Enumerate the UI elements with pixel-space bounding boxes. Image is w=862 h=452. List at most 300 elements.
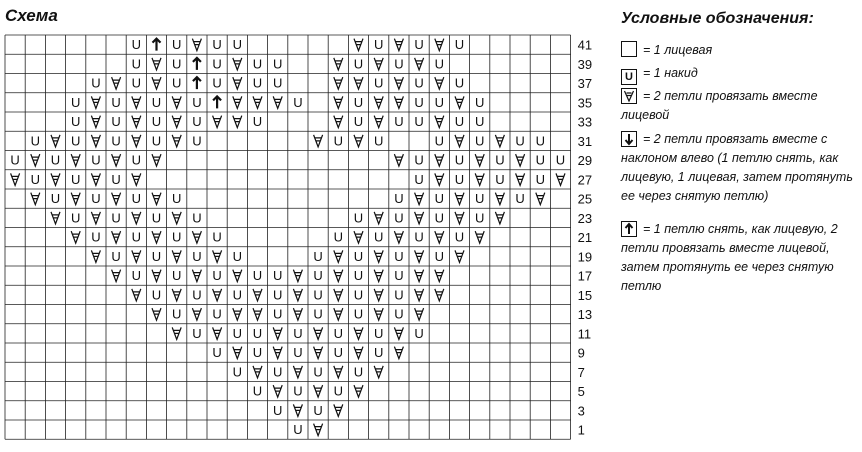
yarn-over-symbol: U [414,229,424,245]
k2tog-symbol [293,308,302,320]
k2tog-symbol [273,327,282,339]
k2tog-symbol [556,173,565,185]
row-number: 25 [577,191,593,207]
yarn-over-symbol: U [151,114,162,130]
yarn-over-symbol: U [111,133,121,149]
yarn-over-symbol: U [71,210,81,226]
yarn-over-symbol: U [475,94,485,110]
k2tog-symbol [374,366,383,378]
yarn-over-symbol: U [394,191,404,207]
k2tog-symbol [152,231,161,243]
yarn-over-symbol: U [454,114,465,130]
yarn-over-symbol: U [212,306,222,322]
k2tog-symbol [152,193,161,205]
yarn-over-symbol: U [172,306,182,322]
yarn-over-symbol: U [131,75,141,91]
yarn-over-symbol: U [192,94,202,110]
yarn-over-symbol: U [50,152,61,168]
k2tog-symbol [233,347,242,359]
yarn-over-symbol: U [91,229,101,245]
yarn-over-symbol: U [131,229,141,245]
yarn-over-symbol: U [353,94,364,110]
yarn-over-symbol: U [313,364,323,380]
k2tog-symbol [415,193,424,205]
yarn-over-symbol: U [212,268,222,284]
yarn-over-symbol: U [111,171,121,187]
yarn-over-symbol: U [252,383,263,399]
yarn-over-symbol: U [172,56,182,72]
k2tog-symbol [435,173,444,185]
yarn-over-symbol: U [131,152,141,168]
yarn-over-symbol: U [374,75,384,91]
k2tog-symbol [233,116,242,128]
k2tog-symbol [455,212,464,224]
k2tog-symbol [334,404,343,416]
yarn-over-symbol: U [252,56,263,72]
yarn-over-symbol: U [91,152,101,168]
yarn-over-symbol: U [313,268,323,284]
k2tog-symbol [334,289,343,301]
k2tog-symbol [354,231,363,243]
k2tog-symbol [334,58,343,70]
k2tog-symbol [314,347,323,359]
k2tog-symbol [516,173,525,185]
k2tog-symbol [233,58,242,70]
k2tog-symbol [31,154,40,166]
k2tog-symbol [253,96,262,108]
yarn-over-symbol: U [232,364,242,380]
yarn-over-symbol: U [434,210,444,226]
sk2p-symbol [213,96,221,108]
k2tog-icon [621,88,637,104]
yarn-over-symbol: U [232,248,242,264]
yarn-over-symbol: U [212,345,222,361]
k2tog-symbol [415,58,424,70]
legend-title: Условные обозначения: [621,10,814,27]
yarn-over-symbol: U [252,268,263,284]
k2tog-symbol [334,308,343,320]
yarn-over-symbol: U [71,114,81,130]
yarn-over-symbol: U [151,94,162,110]
k2tog-symbol [213,327,222,339]
yarn-over-symbol: U [212,229,222,245]
k2tog-symbol [293,289,302,301]
yarn-over-symbol: U [192,133,202,149]
yarn-over-symbol: U [454,75,465,91]
yarn-over-symbol: U [333,345,343,361]
k2tog-symbol [51,135,60,147]
k2tog-symbol [314,135,323,147]
yarn-over-symbol: U [10,152,20,168]
k2tog-symbol [192,270,201,282]
legend-item-knit [621,41,857,60]
k2tog-symbol [394,327,403,339]
row-number: 29 [577,153,593,169]
k2tog-symbol [132,250,141,262]
k2tog-symbol [354,385,363,397]
sk2p-symbol [153,39,161,51]
k2tog-symbol [354,327,363,339]
legend-text: = 2 петли провязать вместе лицевой [621,89,818,122]
yarn-over-symbol: U [434,94,444,110]
yarn-over-symbol: U [394,56,404,72]
yarn-over-symbol: U [192,210,202,226]
k2tog-symbol [91,250,100,262]
k2tog-symbol [415,308,424,320]
yarn-over-symbol: U [151,287,162,303]
yarn-over-symbol: U [151,248,162,264]
yarn-over-symbol: U [414,325,424,341]
k2tog-symbol [334,366,343,378]
yarn-over-symbol: U [535,152,545,168]
k2tog-symbol [112,270,121,282]
k2tog-symbol [112,193,121,205]
k2tog-symbol [273,385,282,397]
k2tog-symbol [112,77,121,89]
yarn-over-icon: U [621,69,637,85]
row-number: 41 [577,37,593,53]
row-number: 5 [577,384,585,400]
yarn-over-symbol: U [313,306,323,322]
yarn-over-symbol: U [394,287,404,303]
row-number: 1 [577,422,585,438]
yarn-over-symbol: U [535,133,545,149]
yarn-over-symbol: U [353,287,364,303]
legend-text: = 1 накид [643,66,698,80]
yarn-over-symbol: U [172,191,182,207]
yarn-over-symbol: U [434,191,444,207]
k2tog-symbol [253,308,262,320]
k2tog-symbol [394,96,403,108]
yarn-over-symbol: U [273,75,283,91]
yarn-over-symbol: U [313,248,323,264]
row-number: 23 [577,210,593,226]
row-number: 37 [577,76,593,92]
k2tog-symbol [516,154,525,166]
k2tog-symbol [172,250,181,262]
sk2p-symbol [193,58,201,70]
k2tog-symbol [91,116,100,128]
k2tog-symbol [354,347,363,359]
yarn-over-symbol: U [111,210,121,226]
k2tog-symbol [374,96,383,108]
row-number: 21 [577,230,593,246]
k2tog-symbol [435,270,444,282]
k2tog-symbol [152,308,161,320]
yarn-over-symbol: U [172,75,182,91]
k2tog-symbol [415,250,424,262]
k2tog-symbol [132,289,141,301]
yarn-over-symbol: U [535,171,545,187]
k2tog-symbol [334,77,343,89]
k2tog-symbol [354,77,363,89]
k2tog-symbol [455,135,464,147]
yarn-over-symbol: U [374,133,384,149]
k2tog-symbol [293,270,302,282]
k2tog-symbol [495,212,504,224]
k2tog-symbol [394,154,403,166]
k2tog-symbol [374,270,383,282]
yarn-over-symbol: U [252,325,263,341]
yarn-over-symbol: U [394,268,404,284]
legend-text: = 1 лицевая [643,43,713,57]
k2tog-symbol [71,231,80,243]
k2tog-symbol [314,385,323,397]
row-number: 11 [577,326,592,342]
yarn-over-symbol: U [232,325,242,341]
k2tog-symbol [192,39,201,51]
yarn-over-symbol: U [71,171,81,187]
chart-title: Схема [5,6,58,25]
k2tog-symbol [475,173,484,185]
yarn-over-symbol: U [293,325,303,341]
k2tog-symbol [172,289,181,301]
yarn-over-symbol: U [273,56,283,72]
yarn-over-symbol: U [71,133,81,149]
k2tog-symbol [233,308,242,320]
k2tog-symbol [233,77,242,89]
k2tog-symbol [11,173,20,185]
yarn-over-symbol: U [434,56,444,72]
k2tog-symbol [415,212,424,224]
k2tog-symbol [374,116,383,128]
k2tog-symbol [354,39,363,51]
yarn-over-symbol: U [434,133,444,149]
k2tog-symbol [213,116,222,128]
row-number: 39 [577,56,593,72]
yarn-over-symbol: U [394,306,404,322]
yarn-over-symbol: U [131,191,141,207]
ssk-icon [621,131,637,147]
k2tog-symbol [172,212,181,224]
row-number: 17 [577,268,593,284]
row-number: 35 [577,95,593,111]
yarn-over-symbol: U [414,171,424,187]
yarn-over-symbol: U [515,133,525,149]
yarn-over-symbol: U [454,229,465,245]
k2tog-symbol [374,212,383,224]
k2tog-symbol [213,289,222,301]
k2tog-symbol [455,250,464,262]
yarn-over-symbol: U [394,210,404,226]
yarn-over-symbol: U [515,191,525,207]
legend-text: = 2 петли провязать вместе с наклоном влево (1 петлю снять, как лицевую, 1 лицевая, затем протянуть ее через снятую петлю) [621,132,853,203]
yarn-over-symbol: U [414,37,424,53]
k2tog-symbol [435,231,444,243]
k2tog-symbol [374,308,383,320]
k2tog-symbol [273,347,282,359]
yarn-over-symbol: U [333,133,343,149]
yarn-over-symbol: U [192,325,202,341]
row-number: 19 [577,249,593,265]
k2tog-symbol [394,231,403,243]
yarn-over-symbol: U [212,75,222,91]
k2tog-symbol [152,58,161,70]
k2tog-symbol [374,250,383,262]
k2tog-symbol [71,154,80,166]
yarn-over-symbol: U [91,191,101,207]
k2tog-symbol [293,366,302,378]
row-number: 9 [577,345,585,361]
k2tog-symbol [394,39,403,51]
k2tog-symbol [314,327,323,339]
yarn-over-symbol: U [353,56,364,72]
yarn-over-symbol: U [374,37,384,53]
k2tog-symbol [172,96,181,108]
k2tog-symbol [435,77,444,89]
row-number: 27 [577,172,593,188]
yarn-over-symbol: U [495,152,505,168]
k2tog-symbol [152,154,161,166]
k2tog-symbol [112,231,121,243]
yarn-over-symbol: U [273,402,283,418]
k2tog-symbol [354,135,363,147]
k2tog-symbol [394,347,403,359]
legend-item-ssk [621,130,857,206]
yarn-over-symbol: U [151,133,162,149]
yarn-over-symbol: U [192,114,202,130]
yarn-over-symbol: U [131,37,141,53]
k2tog-symbol [213,250,222,262]
k2tog-symbol [475,231,484,243]
k2tog-symbol [132,173,141,185]
yarn-over-symbol: U [495,171,505,187]
yarn-over-symbol: U [434,248,444,264]
k2tog-symbol [435,289,444,301]
yarn-over-symbol: U [273,287,283,303]
row-number: 7 [577,364,585,380]
yarn-over-symbol: U [394,248,404,264]
yarn-over-symbol: U [273,306,283,322]
k2tog-symbol [51,173,60,185]
yarn-over-symbol: U [111,94,121,110]
yarn-over-symbol: U [252,114,263,130]
k2tog-symbol [132,96,141,108]
knit-stitch-icon [621,41,637,57]
k2tog-symbol [334,116,343,128]
yarn-over-symbol: U [454,37,465,53]
sk2p-icon [621,221,637,237]
yarn-over-symbol: U [131,56,141,72]
yarn-over-symbol: U [353,306,364,322]
yarn-over-symbol: U [475,210,485,226]
k2tog-symbol [435,39,444,51]
k2tog-symbol [152,270,161,282]
legend-text: = 1 петлю снять, как лицевую, 2 петли провязать вместе лицевой, затем протянуть ее через снятую петлю [621,222,838,293]
yarn-over-symbol: U [333,229,343,245]
yarn-over-symbol: U [293,345,303,361]
k2tog-symbol [172,116,181,128]
yarn-over-symbol: U [454,171,465,187]
k2tog-symbol [293,404,302,416]
yarn-over-symbol: U [353,268,364,284]
k2tog-symbol [112,154,121,166]
k2tog-symbol [172,327,181,339]
k2tog-symbol [132,116,141,128]
k2tog-symbol [192,231,201,243]
k2tog-symbol [334,270,343,282]
yarn-over-symbol: U [212,37,222,53]
k2tog-symbol [475,154,484,166]
yarn-over-symbol: U [232,37,242,53]
k2tog-symbol [536,193,545,205]
yarn-over-symbol: U [353,210,364,226]
row-number: 13 [577,307,593,323]
k2tog-symbol [394,77,403,89]
k2tog-symbol [314,424,323,436]
yarn-over-symbol: U [475,133,485,149]
k2tog-symbol [455,193,464,205]
yarn-over-symbol: U [293,422,303,438]
yarn-over-symbol: U [151,210,162,226]
yarn-over-symbol: U [111,114,121,130]
yarn-over-symbol: U [353,248,364,264]
yarn-over-symbol: U [475,191,485,207]
k2tog-symbol [192,308,201,320]
yarn-over-symbol: U [50,191,61,207]
yarn-over-symbol: U [293,383,303,399]
k2tog-symbol [233,270,242,282]
k2tog-symbol [71,193,80,205]
k2tog-symbol [253,289,262,301]
k2tog-symbol [415,289,424,301]
k2tog-symbol [334,96,343,108]
yarn-over-symbol: U [273,268,283,284]
k2tog-symbol [91,173,100,185]
row-number: 15 [577,287,593,303]
yarn-over-symbol: U [273,364,283,380]
row-number: 33 [577,114,593,130]
k2tog-symbol [31,193,40,205]
yarn-over-symbol: U [374,229,384,245]
k2tog-symbol [172,135,181,147]
yarn-over-symbol: U [475,114,485,130]
k2tog-symbol [233,96,242,108]
yarn-over-symbol: U [71,94,81,110]
yarn-over-symbol: U [232,287,242,303]
k2tog-symbol [91,96,100,108]
yarn-over-symbol: U [192,248,202,264]
yarn-over-symbol: U [192,287,202,303]
yarn-over-symbol: U [172,268,182,284]
yarn-over-symbol: U [353,364,364,380]
legend-item-sk2p [621,220,857,296]
yarn-over-symbol: U [414,94,424,110]
yarn-over-symbol: U [394,114,404,130]
yarn-over-symbol: U [353,114,364,130]
yarn-over-symbol: U [131,268,141,284]
yarn-over-symbol: U [252,75,263,91]
yarn-over-symbol: U [252,345,263,361]
yarn-over-symbol: U [414,114,424,130]
yarn-over-symbol: U [172,229,182,245]
yarn-over-symbol: U [293,94,303,110]
yarn-over-symbol: U [111,248,121,264]
k2tog-symbol [273,96,282,108]
yarn-over-symbol: U [374,345,384,361]
k2tog-symbol [415,270,424,282]
yarn-over-symbol: U [313,402,323,418]
yarn-over-symbol: U [172,37,182,53]
row-number: 3 [577,403,585,419]
k2tog-symbol [374,58,383,70]
yarn-over-symbol: U [333,325,343,341]
k2tog-symbol [495,193,504,205]
k2tog-symbol [495,135,504,147]
yarn-over-symbol: U [454,152,465,168]
k2tog-symbol [51,212,60,224]
k2tog-symbol [152,77,161,89]
